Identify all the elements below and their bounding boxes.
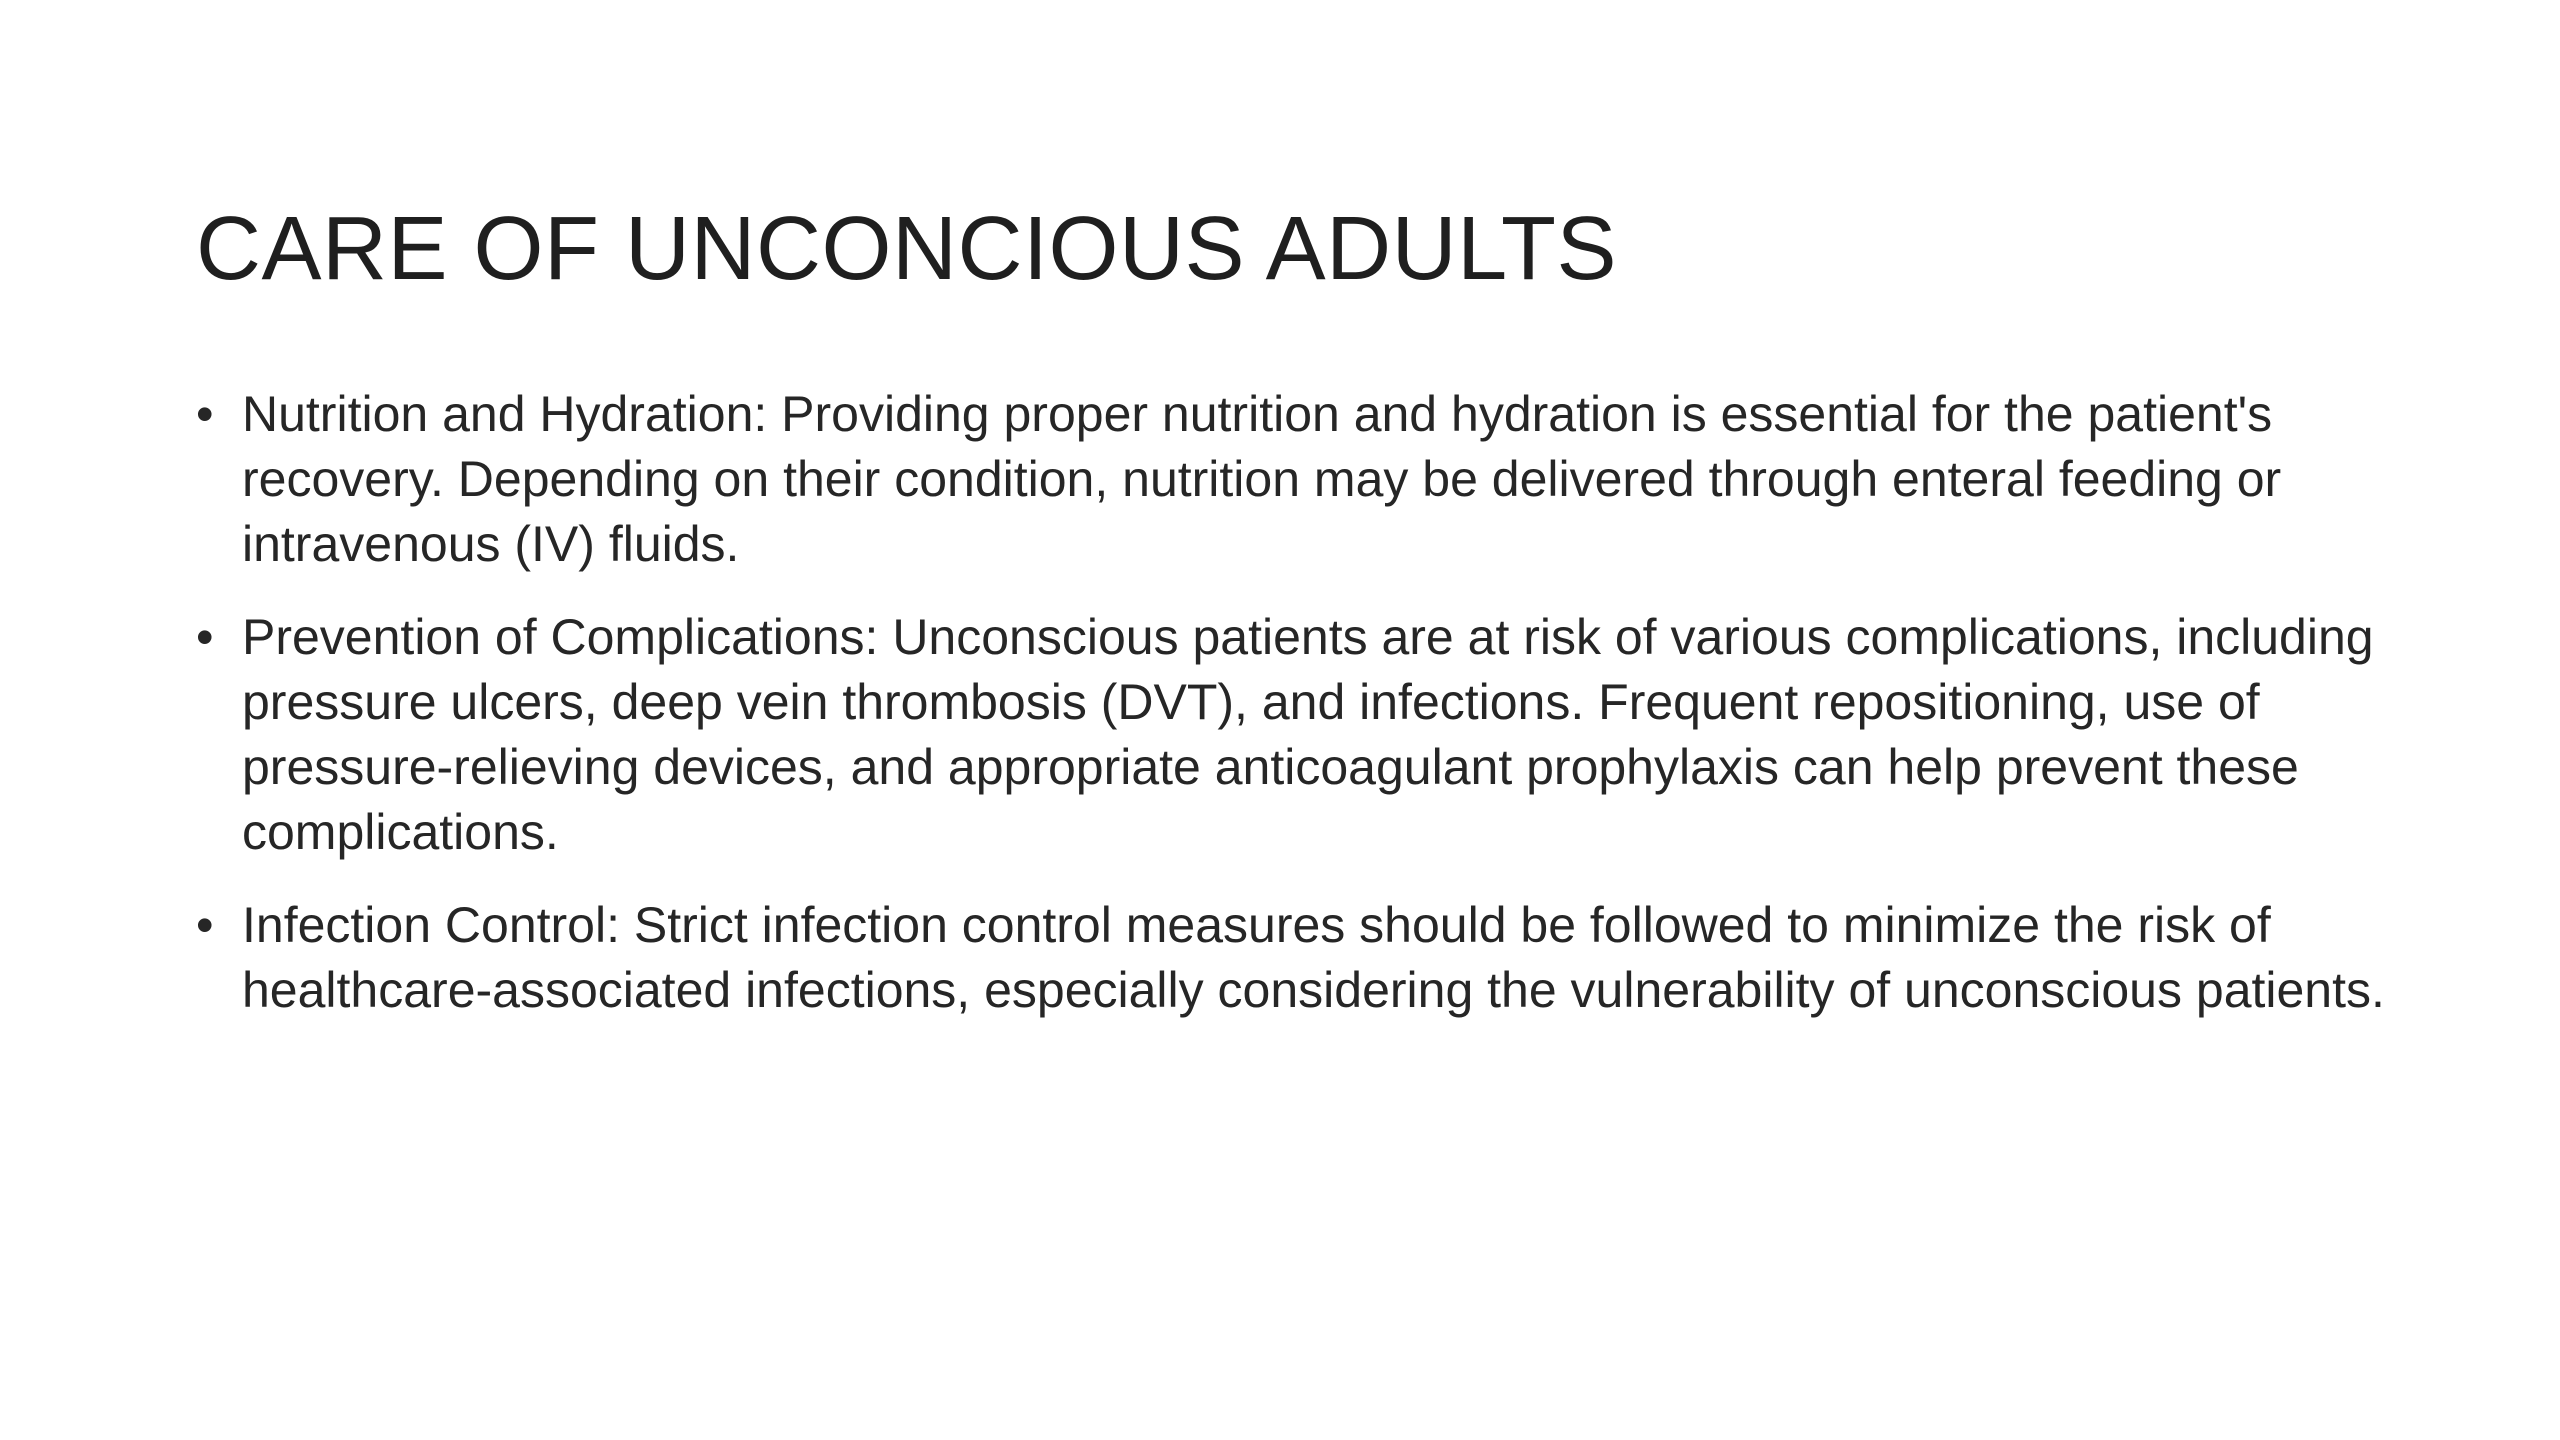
slide-title: CARE OF UNCONCIOUS ADULTS xyxy=(196,199,1617,300)
bullet-point-icon: • xyxy=(196,386,214,442)
slide-body xyxy=(190,382,2420,1023)
bullet-point-icon: • xyxy=(196,897,214,953)
bullet-text: Prevention of Complications: Unconscious patients are at risk of various complications, including pressure ulcers, deep vein thrombosis (DVT), and infections. Frequent repositioning, use of pressure-relieving devices, and appropriate anticoagulant prophylaxis can help prevent these complications. xyxy=(242,609,2374,860)
bullet-text: Nutrition and Hydration: Providing proper nutrition and hydration is essential for the patient's recovery. Depending on their condition, nutrition may be delivered through enteral feeding or intravenous (IV) fluids. xyxy=(242,386,2282,572)
bullet-point-icon: • xyxy=(196,609,214,665)
list-item xyxy=(190,382,2420,577)
bullet-text: Infection Control: Strict infection control measures should be followed to minimize the risk of healthcare-associated infections, especially considering the vulnerability of unconscious patients. xyxy=(242,897,2385,1018)
list-item xyxy=(190,893,2420,1023)
bullet-list xyxy=(190,382,2420,1023)
list-item xyxy=(190,605,2420,865)
